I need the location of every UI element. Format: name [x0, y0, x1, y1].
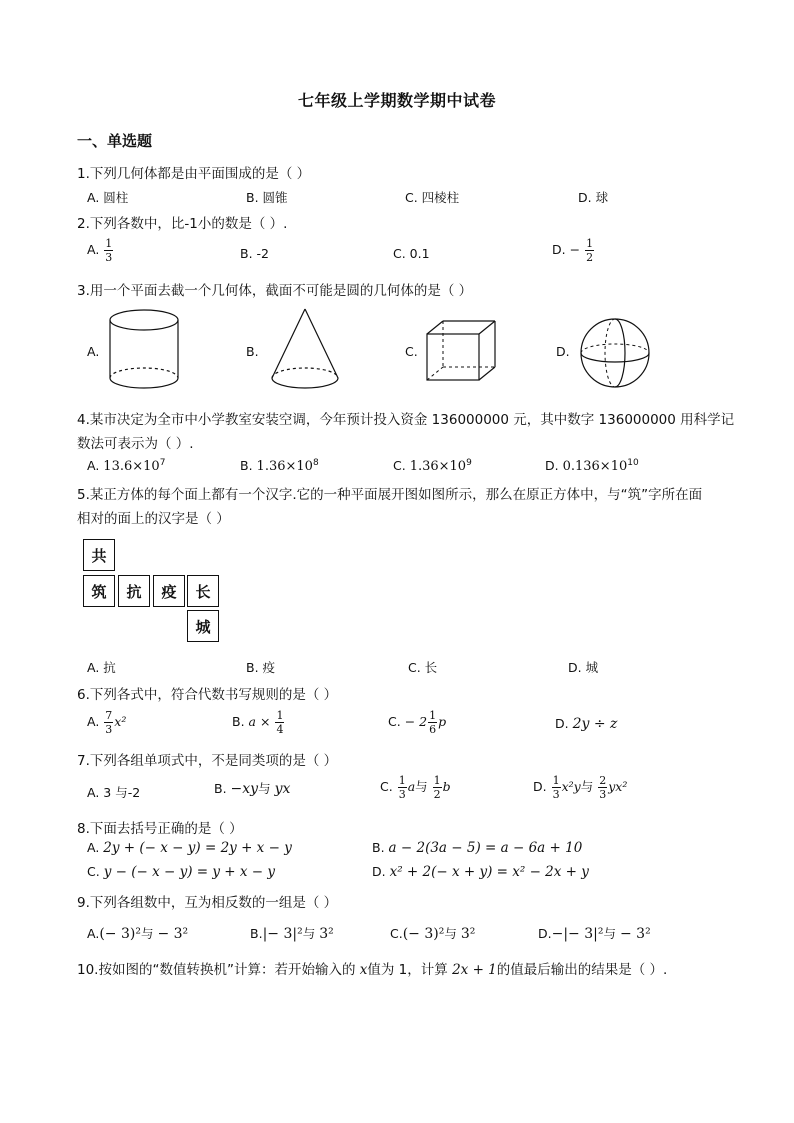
q8-option-a[interactable] — [87, 840, 292, 856]
question-4-line-1: 4.某市决定为全市中小学教室安装空调，今年预计投入资金 136000000 元，其中数字 136000000 用科学记 — [77, 412, 735, 428]
q3-option-c[interactable]: C. — [405, 344, 418, 359]
q9-option-d[interactable] — [538, 924, 651, 942]
option-label: C. — [390, 926, 403, 941]
option-label: B. — [214, 781, 227, 796]
math-expr: |− 3|² — [262, 926, 303, 942]
q6-option-c[interactable] — [388, 710, 446, 735]
q1-option-c[interactable]: C. 四棱柱 — [405, 190, 460, 205]
q5-option-d[interactable]: D. 城 — [568, 660, 599, 675]
option-label: A. — [87, 926, 100, 941]
q6-option-b[interactable] — [232, 710, 285, 735]
q9-option-c[interactable] — [390, 924, 475, 942]
question-4-line-2: 数法可表示为（ ）. — [77, 436, 194, 452]
net-cell: 抗 — [118, 575, 150, 607]
option-label: D. — [552, 242, 566, 257]
connector-text: 与 — [302, 926, 316, 941]
sphere-figure — [578, 316, 652, 390]
connector-text: 与 — [258, 781, 271, 796]
connector-text: 与 — [444, 926, 457, 941]
cube-figure — [423, 318, 499, 384]
math-expr: yx — [274, 781, 291, 797]
math-expr: x — [359, 962, 368, 978]
connector-text: 与 — [140, 926, 154, 941]
math-expr: −|− 3|² — [551, 926, 604, 942]
math-expr: 3² — [460, 926, 476, 942]
math-expr: a × — [248, 714, 271, 729]
option-label: D. — [533, 779, 547, 794]
math-expr: −xy — [230, 781, 259, 797]
option-label: D. — [545, 458, 559, 474]
option-label: C. — [388, 714, 401, 729]
question-5-line-2: 相对的面上的汉字是（ ） — [77, 511, 230, 527]
q4-option-c[interactable] — [393, 458, 472, 474]
math-expr: 1.36×10 — [409, 459, 467, 475]
math-expr: b — [442, 779, 451, 794]
math-expr: 13.6×10 — [103, 459, 160, 475]
question-3: 3.用一个平面去截一个几何体，截面不可能是圆的几何体的是（ ） — [77, 283, 473, 299]
fraction: $\frac{1}{3}$ — [398, 774, 406, 801]
option-label: A. — [87, 714, 100, 729]
q5-option-a[interactable]: A. 抗 — [87, 660, 116, 675]
net-cell: 长 — [187, 575, 219, 607]
option-label: C. — [393, 458, 406, 474]
q4-option-b[interactable] — [240, 458, 319, 474]
q3-option-d[interactable]: D. — [556, 344, 570, 359]
math-expr: yx² — [608, 779, 628, 794]
net-cell: 疫 — [153, 575, 185, 607]
section-heading: 一、单选题 — [77, 132, 153, 150]
option-label: B. — [240, 458, 253, 474]
option-label: D. — [555, 716, 569, 731]
math-expr: x² — [114, 714, 127, 729]
fraction: $\frac{1}{2}$ — [586, 237, 594, 264]
q8-option-d[interactable] — [372, 864, 589, 880]
q7-option-a[interactable]: A. 3 与-2 — [87, 785, 141, 800]
option-label: C. — [87, 864, 100, 879]
fraction: $\frac{2}{3}$ — [599, 774, 607, 801]
math-expr: − 3² — [619, 926, 651, 942]
page-title: 七年级上学期数学期中试卷 — [297, 91, 496, 110]
question-text: 值为 1，计算 — [367, 962, 448, 978]
net-cell: 共 — [83, 539, 115, 571]
connector-text: 与 — [603, 926, 616, 941]
question-8: 8.下面去括号正确的是（ ） — [77, 821, 243, 837]
q2-option-a[interactable] — [87, 238, 114, 263]
option-label: A. — [87, 458, 100, 474]
exponent: 8 — [312, 458, 319, 468]
q2-option-c[interactable]: C. 0.1 — [393, 246, 430, 261]
fraction: $\frac{7}{3}$ — [105, 709, 113, 736]
q6-option-a[interactable] — [87, 710, 126, 735]
option-label: B. — [372, 840, 385, 855]
question-6: 6.下列各式中，符合代数书写规则的是（ ） — [77, 687, 338, 703]
exponent: 10 — [627, 458, 639, 468]
question-5-line-1: 5.某正方体的每个面上都有一个汉字.它的一种平面展开图如图所示，那么在原正方体中，与“筑”字所在面 — [77, 487, 703, 503]
math-expr: (− 3)² — [402, 926, 445, 942]
math-expr: a − 2(3a − 5) = a − 6a + 10 — [388, 840, 583, 856]
question-2: 2.下列各数中，比-1小的数是（ ）. — [77, 216, 288, 232]
fraction: $\frac{1}{2}$ — [433, 774, 441, 801]
cylinder-figure — [106, 306, 182, 392]
math-expr: a — [407, 779, 416, 794]
net-cell: 筑 — [83, 575, 115, 607]
math-expr: (− 3)² — [99, 926, 141, 942]
question-text: 的值最后输出的结果是（ ）. — [496, 962, 668, 978]
math-expr: x²y — [561, 779, 581, 794]
math-expr: 2y ÷ z — [572, 716, 618, 732]
q8-option-b[interactable] — [372, 840, 582, 856]
q3-option-b[interactable]: B. — [246, 344, 259, 359]
q4-option-a[interactable] — [87, 458, 165, 474]
q1-option-b[interactable]: B. 圆锥 — [246, 190, 288, 205]
q7-option-d[interactable] — [533, 775, 627, 800]
fraction: $\frac{1}{3}$ — [552, 774, 560, 801]
q8-option-c[interactable] — [87, 864, 275, 880]
connector-text: 与 — [580, 779, 594, 794]
q6-option-d[interactable] — [555, 716, 617, 732]
option-label: B. — [250, 926, 263, 941]
q7-option-b[interactable] — [214, 779, 290, 797]
q2-option-d[interactable] — [552, 238, 595, 263]
q1-option-a[interactable]: A. 圆柱 — [87, 190, 129, 205]
question-1: 1.下列几何体都是由平面围成的是（ ） — [77, 166, 311, 182]
q9-option-a[interactable] — [87, 924, 188, 942]
q7-option-c[interactable] — [380, 775, 451, 800]
fraction: $\frac{1}{3}$ — [105, 237, 113, 264]
math-expr: 3² — [319, 926, 334, 942]
option-label: A. — [87, 242, 100, 257]
option-label: A. — [87, 840, 100, 855]
q1-option-d[interactable]: D. 球 — [578, 190, 609, 205]
net-cell: 城 — [187, 610, 219, 642]
q2-option-b[interactable]: B. -2 — [240, 246, 269, 261]
math-expr: 1.36×10 — [256, 459, 313, 475]
question-text: 10.按如图的“数值转换机”计算：若开始输入的 — [77, 962, 356, 978]
option-label: C. — [380, 779, 393, 794]
math-expr: − 2 — [404, 714, 428, 729]
option-label: D. — [372, 864, 386, 879]
q4-option-d[interactable] — [545, 458, 639, 474]
cone-figure — [268, 306, 342, 392]
exponent: 9 — [466, 458, 472, 468]
minus-sign: − — [569, 242, 581, 257]
option-label: B. — [232, 714, 245, 729]
math-expr: y − (− x − y) = y + x − y — [103, 864, 276, 880]
math-expr: 2x + 1 — [452, 962, 497, 978]
math-expr: x² + 2(− x + y) = x² − 2x + y — [389, 864, 589, 880]
question-9: 9.下列各组数中，互为相反数的一组是（ ） — [77, 895, 338, 911]
question-7: 7.下列各组单项式中，不是同类项的是（ ） — [77, 753, 338, 769]
fraction: $\frac{1}{4}$ — [276, 709, 284, 736]
option-label: D. — [538, 926, 552, 941]
fraction: $\frac{1}{6}$ — [429, 709, 437, 736]
q9-option-b[interactable] — [250, 924, 334, 942]
exponent: 7 — [159, 458, 166, 468]
math-expr: − 3² — [157, 926, 189, 942]
q3-option-a[interactable]: A. — [87, 344, 100, 359]
question-10 — [77, 958, 667, 978]
q5-option-c[interactable]: C. 长 — [408, 660, 438, 675]
q5-option-b[interactable]: B. 疫 — [246, 660, 276, 675]
math-expr: 2y + (− x − y) = 2y + x − y — [103, 840, 292, 856]
math-expr: 0.136×10 — [562, 459, 628, 475]
math-expr: p — [438, 714, 447, 729]
connector-text: 与 — [415, 779, 428, 794]
